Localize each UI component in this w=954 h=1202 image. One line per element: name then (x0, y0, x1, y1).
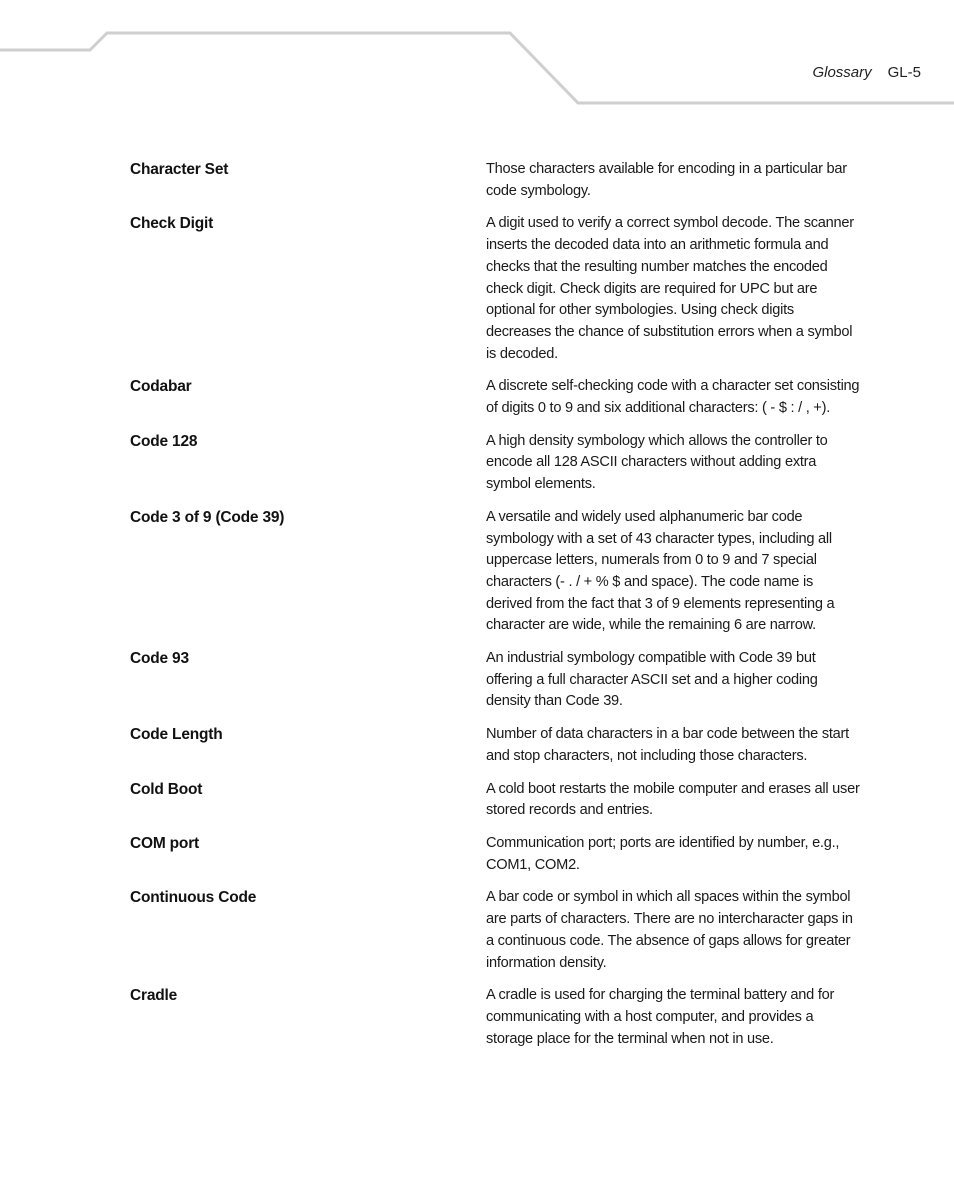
glossary-entry (130, 376, 860, 419)
glossary-term: Character Set (130, 161, 229, 178)
glossary-entry (130, 507, 860, 637)
glossary-definition: A cold boot restarts the mobile computer and erases all user stored records and entries. (486, 780, 860, 819)
glossary-definition: A bar code or symbol in which all spaces within the symbol are parts of characters. There are no intercharacter gaps in a continuous code. The absence of gaps allows for greater information density. (486, 889, 853, 971)
glossary-entry (130, 724, 860, 767)
glossary-list (130, 159, 860, 1061)
glossary-term: Code 3 of 9 (Code 39) (130, 508, 285, 526)
glossary-entry (130, 431, 860, 496)
running-header (812, 64, 921, 81)
glossary-term: Cold Boot (130, 780, 203, 798)
glossary-definition: A cradle is used for charging the terminal battery and for communicating with a host computer, and provides a storage place for the terminal when not in use. (486, 987, 835, 1047)
glossary-definition: Those characters available for encoding in a particular bar code symbology. (486, 161, 847, 199)
glossary-term: Code 128 (130, 432, 198, 450)
glossary-term: Continuous Code (130, 889, 257, 907)
glossary-entry (130, 985, 860, 1050)
glossary-term: Code 93 (130, 650, 189, 668)
glossary-definition: A discrete self-checking code with a character set consisting of digits 0 to 9 and six additional characters: ( - $ : / , +). (486, 378, 860, 417)
glossary-definition: A versatile and widely used alphanumeric bar code symbology with a set of 43 character types, including all uppercase letters, numerals from 0 to 9 and 7 special characters (- . / + % $ and space). The code name is derived from the fact that 3 of 9 elements representing a character are wide, while the remaining 6 are narrow. (486, 508, 835, 634)
glossary-term: COM port (130, 834, 199, 852)
glossary-term: Cradle (130, 987, 178, 1005)
glossary-entry (130, 648, 860, 713)
glossary-entry (130, 159, 860, 202)
glossary-term: Code Length (130, 726, 223, 744)
section-title: Glossary (812, 64, 872, 81)
glossary-definition: A high density symbology which allows the controller to encode all 128 ASCII characters without adding extra symbol elements. (486, 432, 828, 493)
glossary-entry (130, 833, 860, 876)
glossary-term: Codabar (130, 378, 192, 396)
glossary-term: Check Digit (130, 215, 214, 233)
glossary-definition: A digit used to verify a correct symbol decode. The scanner inserts the decoded data into an arithmetic formula and checks that the resulting number matches the encoded check digit. Check digits are required for UPC but are optional for other symbologies. Using check digits decreases the chance of substitution errors when a symbol is decoded. (486, 215, 854, 362)
page-number: GL-5 (887, 64, 921, 81)
header-decorative-rule (0, 0, 954, 110)
glossary-entry (130, 887, 860, 974)
glossary-entry (130, 779, 860, 822)
glossary-definition: Number of data characters in a bar code between the start and stop characters, not including those characters. (486, 726, 849, 764)
glossary-definition: Communication port; ports are identified by number, e.g., COM1, COM2. (486, 834, 840, 873)
glossary-definition: An industrial symbology compatible with Code 39 but offering a full character ASCII set and a higher coding density than Code 39. (486, 650, 818, 710)
glossary-entry (130, 213, 860, 365)
